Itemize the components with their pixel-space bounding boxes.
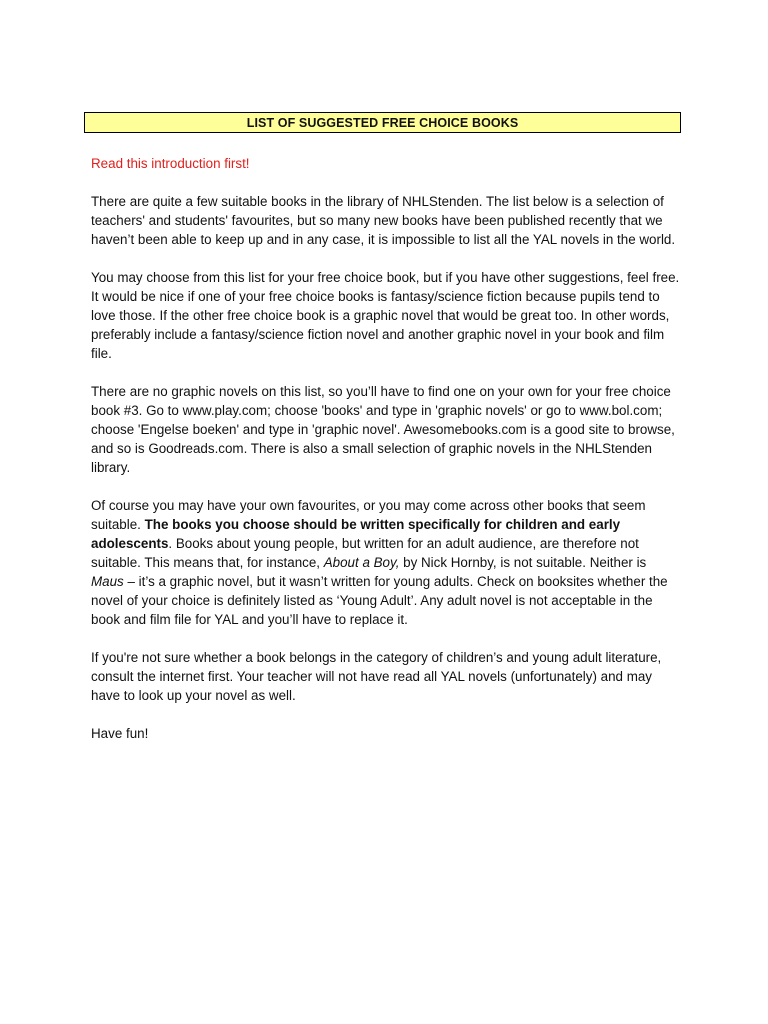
suitability-text-2: . Books about young people, but written for an adult audience, are therefore not suitable. This means that, for instance, <box>91 536 639 570</box>
book-title-maus: Maus <box>91 574 124 589</box>
intro-line: Read this introduction first! <box>91 156 250 171</box>
paragraph-library: There are quite a few suitable books in the library of NHLStenden. The list below is a selection of teachers' and students' favourites, but so many new books have been published recently that we haven’t been able to keep up and in any case, it is impossible to list all the YAL novels in the world. <box>91 194 676 247</box>
suitability-emphasis: The books you choose should be written specifically for children and early adolescents <box>91 517 621 551</box>
paragraph-graphic-novels: There are no graphic novels on this list, so you’ll have to find one on your own for your free choice book #3. Go to www.play.com; choose 'books' and type in 'graphic novels' or go to www.bol.com; choose 'Engelse boeken' and type in 'graphic novel'. Awesomebooks.com is a good site to browse, and so is Goodreads.com. There is also a small selection of graphic novels in the NHLStenden library. <box>91 384 675 475</box>
document-title: LIST OF SUGGESTED FREE CHOICE BOOKS <box>84 112 681 133</box>
closing-line: Have fun! <box>91 726 149 741</box>
paragraph-suitability <box>91 496 681 629</box>
document-body <box>91 154 681 762</box>
paragraph-unsure: If you're not sure whether a book belongs in the category of children’s and young adult literature, consult the internet first. Your teacher will not have read all YAL novels (unfortunately) and may have to look up your novel as well. <box>91 650 662 703</box>
book-title-about-a-boy: About a Boy, <box>323 555 400 570</box>
suitability-text-1: Of course you may have your own favourites, or you may come across other books that seem suitable. <box>91 498 646 532</box>
suitability-text-3: by Nick Hornby, is not suitable. Neither is <box>399 555 647 570</box>
paragraph-choice: You may choose from this list for your free choice book, but if you have other suggestions, feel free. It would be nice if one of your free choice books is fantasy/science fiction because pupils tend to love those. If the other free choice book is a graphic novel that would be great too. In other words, preferably include a fantasy/science fiction novel and another graphic novel in your book and film file. <box>91 270 680 361</box>
suitability-text-4: – it’s a graphic novel, but it wasn’t written for young adults. Check on booksites whether the novel of your choice is definitely listed as ‘Young Adult’. Any adult novel is not acceptable in the book and film file for YAL and you’ll have to replace it. <box>91 574 668 627</box>
